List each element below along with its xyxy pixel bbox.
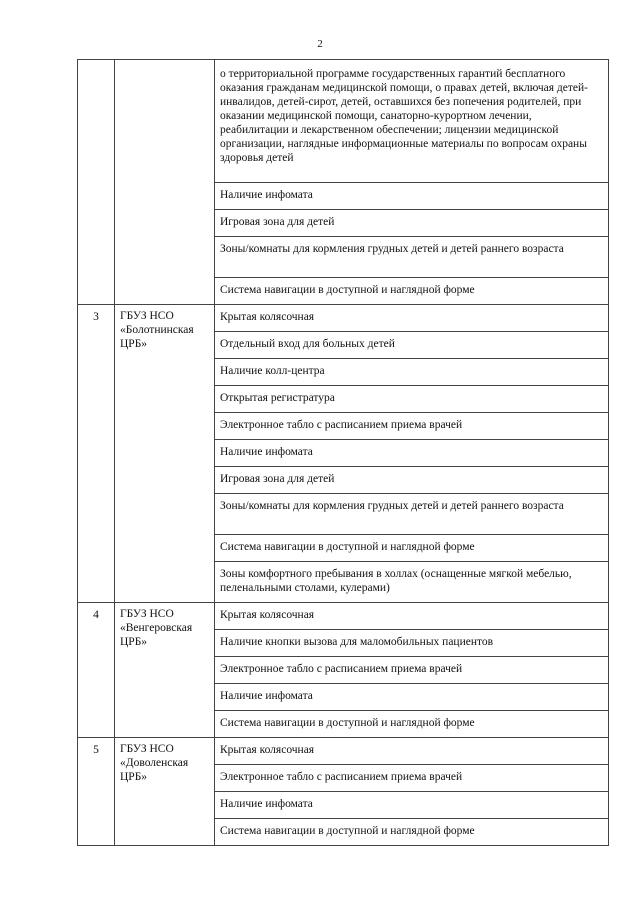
feature-text: Наличие инфомата (220, 690, 313, 702)
feature-cell (215, 792, 609, 819)
feature-text: Наличие инфомата (220, 446, 313, 458)
feature-cell (215, 278, 609, 305)
organization-line: ГБУЗ НСО (120, 743, 174, 755)
feature-cell (215, 765, 609, 792)
feature-cell (215, 210, 609, 237)
table-row (78, 60, 609, 183)
feature-text: Наличие инфомата (220, 798, 313, 810)
feature-cell (215, 535, 609, 562)
organization-line: ГБУЗ НСО (120, 608, 174, 620)
feature-cell (215, 711, 609, 738)
feature-cell (215, 562, 609, 603)
feature-text: Система навигации в доступной и наглядной форме (220, 284, 475, 296)
organization-cell (115, 305, 215, 603)
feature-cell (215, 494, 609, 535)
feature-cell (215, 359, 609, 386)
feature-text: Зоны комфортного пребывания в холлах (оснащенные мягкой мебелью, пеленальными столами, кулерами) (220, 568, 572, 594)
feature-cell (215, 819, 609, 846)
number-cell: 5 (78, 738, 115, 846)
organization-line: ЦРБ» (120, 771, 148, 783)
feature-text: Игровая зона для детей (220, 216, 335, 228)
feature-cell (215, 630, 609, 657)
organization-line: ЦРБ» (120, 338, 148, 350)
feature-cell (215, 603, 609, 630)
feature-cell (215, 657, 609, 684)
facilities-table (77, 59, 609, 846)
feature-cell (215, 738, 609, 765)
feature-text: Электронное табло с расписанием приема врачей (220, 419, 463, 431)
organization-line: «Болотнинская (120, 324, 194, 336)
page-number: 2 (317, 38, 323, 50)
organization-line: «Венгеровская (120, 622, 193, 634)
number-cell: 4 (78, 603, 115, 738)
feature-cell (215, 440, 609, 467)
feature-text: Зоны/комнаты для кормления грудных детей и детей раннего возраста (220, 243, 564, 255)
feature-text: Наличие кнопки вызова для маломобильных пациентов (220, 636, 494, 648)
feature-cell (215, 413, 609, 440)
number-cell (78, 60, 115, 305)
feature-text: Зоны/комнаты для кормления грудных детей и детей раннего возраста (220, 500, 564, 512)
feature-text: Система навигации в доступной и наглядной форме (220, 717, 475, 729)
table-row (78, 305, 609, 332)
table-row (78, 738, 609, 765)
feature-cell (215, 332, 609, 359)
organization-line: ЦРБ» (120, 636, 148, 648)
feature-text: Открытая регистратура (220, 392, 335, 404)
feature-text: Крытая колясочная (220, 609, 315, 621)
feature-text: Крытая колясочная (220, 311, 315, 323)
feature-cell (215, 305, 609, 332)
organization-line: ГБУЗ НСО (120, 310, 174, 322)
organization-cell (115, 603, 215, 738)
feature-cell (215, 386, 609, 413)
feature-text: Система навигации в доступной и наглядной форме (220, 825, 475, 837)
table-row (78, 603, 609, 630)
feature-text: Отдельный вход для больных детей (220, 338, 395, 350)
feature-cell (215, 684, 609, 711)
feature-text: Система навигации в доступной и наглядной форме (220, 541, 475, 553)
feature-text: о территориальной программе государственных гарантий бесплатного оказания гражданам медицинской помощи, о правах детей, включая детей-инвалидов, детей-сирот, детей, оставшихся без попечения родителей, при оказании медицинской помощи, санаторно-курортном лечении, реабилитации и лекарственном обеспечении; лицензии медицинской организации, наглядные информационные материалы по вопросам охраны здоровья детей (220, 68, 588, 164)
feature-text: Наличие колл-центра (220, 365, 325, 377)
feature-text: Электронное табло с расписанием приема врачей (220, 663, 463, 675)
feature-cell (215, 237, 609, 278)
feature-cell (215, 60, 609, 183)
feature-text: Электронное табло с расписанием приема врачей (220, 771, 463, 783)
number-cell: 3 (78, 305, 115, 603)
feature-cell (215, 467, 609, 494)
organization-cell (115, 738, 215, 846)
organization-cell (115, 60, 215, 305)
organization-line: «Доволенская (120, 757, 189, 769)
feature-text: Игровая зона для детей (220, 473, 335, 485)
feature-cell (215, 183, 609, 210)
feature-text: Наличие инфомата (220, 189, 313, 201)
feature-text: Крытая колясочная (220, 744, 315, 756)
